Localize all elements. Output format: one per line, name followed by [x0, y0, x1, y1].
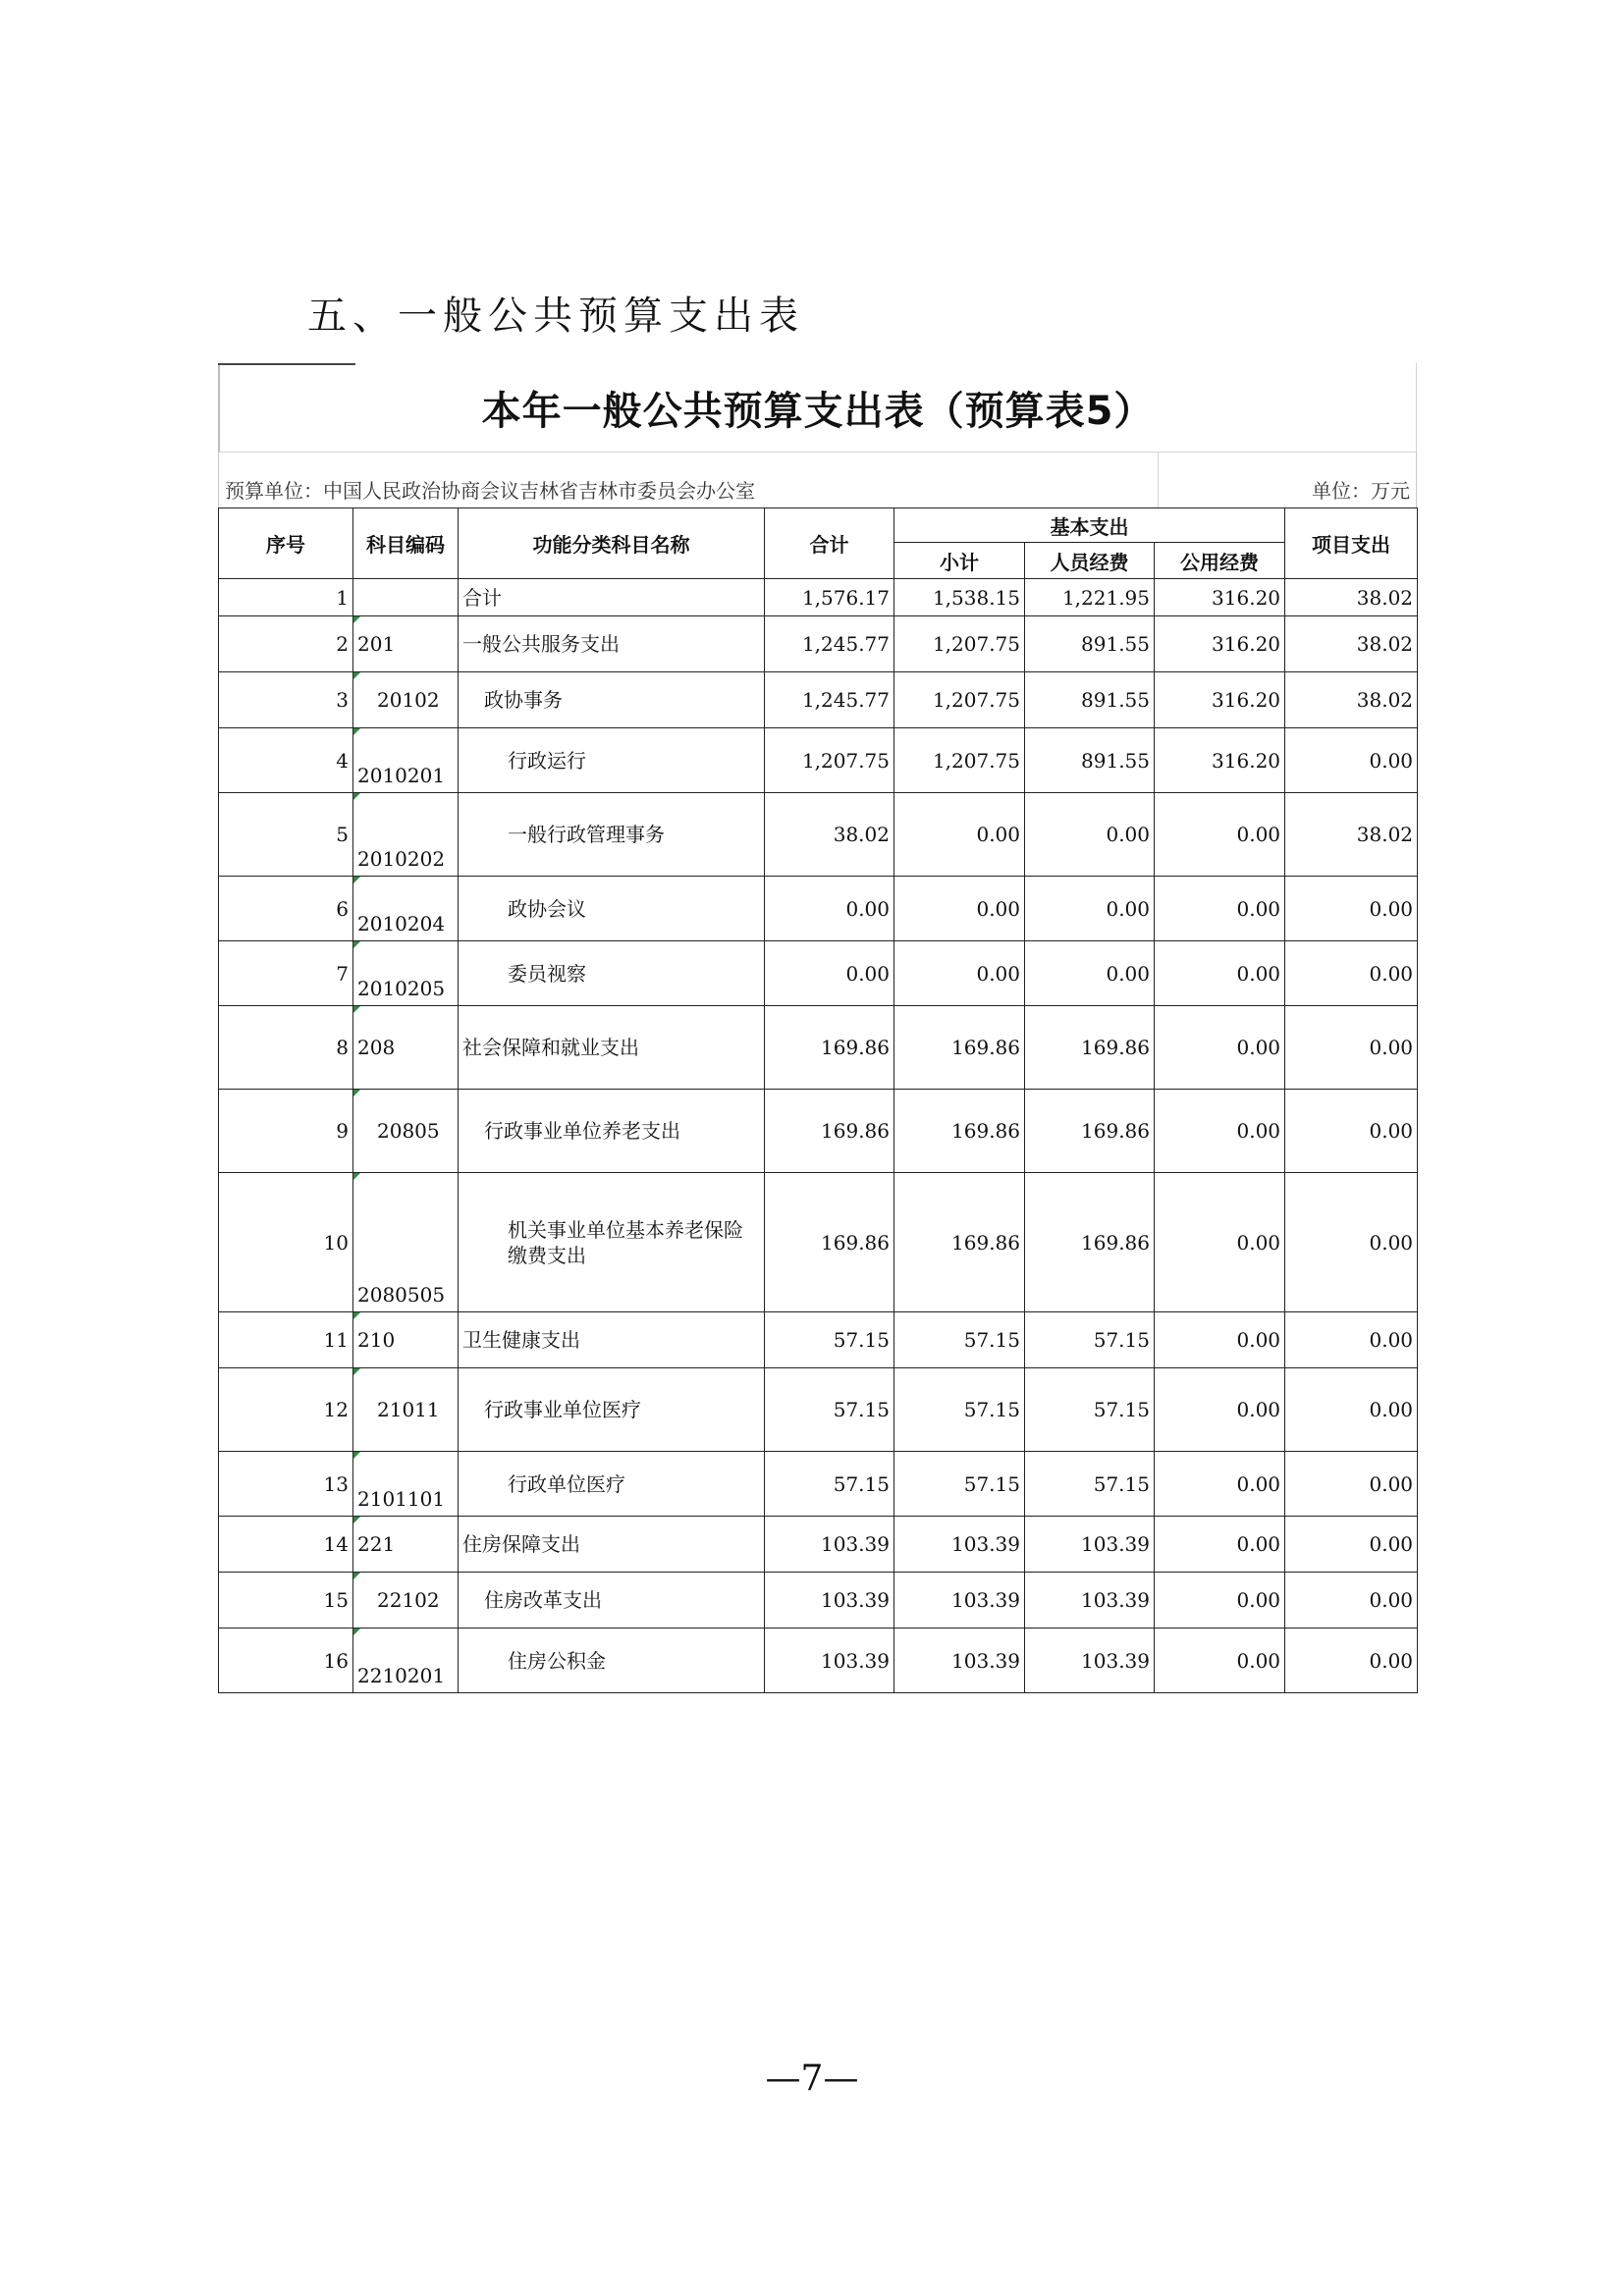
row-project: 0.00: [1285, 1173, 1418, 1312]
row-seq: 15: [219, 1573, 353, 1629]
row-code: 20805: [353, 1090, 459, 1173]
row-code: 21011: [353, 1368, 459, 1452]
table-row: [219, 672, 1418, 728]
row-personnel: 103.39: [1025, 1573, 1155, 1629]
table-row: [219, 1312, 1418, 1368]
row-project: 38.02: [1285, 579, 1418, 616]
row-project: 0.00: [1285, 1517, 1418, 1573]
row-subtotal: 103.39: [894, 1517, 1025, 1573]
row-name: 政协事务: [459, 672, 765, 728]
table-row: [219, 1173, 1418, 1312]
header-row-1: [219, 508, 1418, 543]
row-personnel: 891.55: [1025, 672, 1155, 728]
row-personnel: 0.00: [1025, 877, 1155, 941]
row-public: 0.00: [1155, 1368, 1285, 1452]
row-code: 20102: [353, 672, 459, 728]
row-seq: 16: [219, 1629, 353, 1693]
table-row: [219, 1368, 1418, 1452]
row-total: 57.15: [765, 1368, 894, 1452]
row-project: 38.02: [1285, 793, 1418, 877]
row-total: 1,245.77: [765, 672, 894, 728]
row-subtotal: 169.86: [894, 1173, 1025, 1312]
row-seq: 7: [219, 941, 353, 1006]
row-project: 0.00: [1285, 728, 1418, 793]
row-public: 0.00: [1155, 1090, 1285, 1173]
table-body: [219, 579, 1418, 1693]
header-name: 功能分类科目名称: [459, 508, 765, 579]
row-name: 行政事业单位医疗: [459, 1368, 765, 1452]
row-personnel: 169.86: [1025, 1090, 1155, 1173]
budget-unit-label: 预算单位：中国人民政治协商会议吉林省吉林市委员会办公室: [225, 479, 755, 503]
row-public: 0.00: [1155, 793, 1285, 877]
row-personnel: 891.55: [1025, 728, 1155, 793]
row-total: 0.00: [765, 941, 894, 1006]
section-heading: 五、一般公共预算支出表: [307, 294, 804, 339]
row-name: 住房改革支出: [459, 1573, 765, 1629]
row-seq: 3: [219, 672, 353, 728]
row-total: 103.39: [765, 1573, 894, 1629]
row-code: 201: [353, 616, 459, 672]
table-row: [219, 1573, 1418, 1629]
row-public: 316.20: [1155, 579, 1285, 616]
row-seq: 5: [219, 793, 353, 877]
row-public: 0.00: [1155, 1312, 1285, 1368]
row-project: 0.00: [1285, 1573, 1418, 1629]
header-public: 公用经费: [1155, 543, 1285, 579]
row-public: 316.20: [1155, 728, 1285, 793]
row-subtotal: 57.15: [894, 1452, 1025, 1517]
row-name: 行政运行: [459, 728, 765, 793]
row-total: 103.39: [765, 1629, 894, 1693]
row-public: 316.20: [1155, 672, 1285, 728]
row-name: 住房公积金: [459, 1629, 765, 1693]
row-seq: 8: [219, 1006, 353, 1090]
row-public: 0.00: [1155, 941, 1285, 1006]
row-personnel: 57.15: [1025, 1368, 1155, 1452]
row-seq: 12: [219, 1368, 353, 1452]
row-personnel: 169.86: [1025, 1173, 1155, 1312]
row-subtotal: 103.39: [894, 1629, 1025, 1693]
row-name: 政协会议: [459, 877, 765, 941]
row-project: 38.02: [1285, 672, 1418, 728]
row-project: 0.00: [1285, 1312, 1418, 1368]
budget-table: [218, 507, 1418, 1693]
row-name: 机关事业单位基本养老保险缴费支出: [459, 1173, 765, 1312]
row-project: 0.00: [1285, 1090, 1418, 1173]
row-public: 0.00: [1155, 1573, 1285, 1629]
row-name: 一般公共服务支出: [459, 616, 765, 672]
meta-row: [218, 453, 1417, 507]
row-code: 221: [353, 1517, 459, 1573]
page-number: —7—: [765, 2058, 859, 2099]
row-subtotal: 103.39: [894, 1573, 1025, 1629]
row-public: 0.00: [1155, 1629, 1285, 1693]
row-subtotal: 1,207.75: [894, 616, 1025, 672]
row-code: 2210201: [353, 1629, 459, 1693]
header-basic: 基本支出: [894, 508, 1285, 543]
row-code: 2080505: [353, 1173, 459, 1312]
row-subtotal: 57.15: [894, 1312, 1025, 1368]
row-name: 社会保障和就业支出: [459, 1006, 765, 1090]
row-total: 1,245.77: [765, 616, 894, 672]
row-total: 169.86: [765, 1173, 894, 1312]
row-name: 一般行政管理事务: [459, 793, 765, 877]
table-row: [219, 877, 1418, 941]
row-subtotal: 1,538.15: [894, 579, 1025, 616]
row-total: 57.15: [765, 1312, 894, 1368]
row-subtotal: 57.15: [894, 1368, 1025, 1452]
table-row: [219, 579, 1418, 616]
row-total: 169.86: [765, 1006, 894, 1090]
row-total: 1,207.75: [765, 728, 894, 793]
row-seq: 1: [219, 579, 353, 616]
row-total: 1,576.17: [765, 579, 894, 616]
row-seq: 9: [219, 1090, 353, 1173]
row-project: 0.00: [1285, 941, 1418, 1006]
table-row: [219, 616, 1418, 672]
row-personnel: 57.15: [1025, 1452, 1155, 1517]
table-row: [219, 793, 1418, 877]
row-seq: 4: [219, 728, 353, 793]
currency-unit-label: 单位：万元: [1312, 479, 1410, 503]
table-row: [219, 941, 1418, 1006]
row-public: 0.00: [1155, 1006, 1285, 1090]
row-subtotal: 0.00: [894, 877, 1025, 941]
row-code: 22102: [353, 1573, 459, 1629]
row-personnel: 57.15: [1025, 1312, 1155, 1368]
row-personnel: 0.00: [1025, 941, 1155, 1006]
row-personnel: 891.55: [1025, 616, 1155, 672]
row-project: 0.00: [1285, 877, 1418, 941]
row-subtotal: 1,207.75: [894, 672, 1025, 728]
row-personnel: 103.39: [1025, 1629, 1155, 1693]
table-row: [219, 728, 1418, 793]
meta-divider: [1158, 453, 1159, 507]
row-seq: 6: [219, 877, 353, 941]
row-code: 208: [353, 1006, 459, 1090]
table-row: [219, 1090, 1418, 1173]
budget-sheet: [218, 363, 1417, 1693]
row-name: 住房保障支出: [459, 1517, 765, 1573]
row-code: 2010205: [353, 941, 459, 1006]
row-project: 0.00: [1285, 1006, 1418, 1090]
row-public: 316.20: [1155, 616, 1285, 672]
row-code: 210: [353, 1312, 459, 1368]
row-project: 0.00: [1285, 1629, 1418, 1693]
row-public: 0.00: [1155, 1452, 1285, 1517]
row-personnel: 0.00: [1025, 793, 1155, 877]
row-name: 行政单位医疗: [459, 1452, 765, 1517]
row-subtotal: 0.00: [894, 793, 1025, 877]
row-seq: 13: [219, 1452, 353, 1517]
row-seq: 11: [219, 1312, 353, 1368]
row-seq: 10: [219, 1173, 353, 1312]
row-subtotal: 1,207.75: [894, 728, 1025, 793]
row-code: 2010204: [353, 877, 459, 941]
row-project: 0.00: [1285, 1368, 1418, 1452]
header-personnel: 人员经费: [1025, 543, 1155, 579]
header-code: 科目编码: [353, 508, 459, 579]
row-name: 卫生健康支出: [459, 1312, 765, 1368]
row-code: 2101101: [353, 1452, 459, 1517]
table-row: [219, 1517, 1418, 1573]
row-name: 委员视察: [459, 941, 765, 1006]
row-project: 38.02: [1285, 616, 1418, 672]
header-total: 合计: [765, 508, 894, 579]
table-title: 本年一般公共预算支出表（预算表5）: [218, 363, 1417, 453]
table-row: [219, 1629, 1418, 1693]
row-total: 103.39: [765, 1517, 894, 1573]
row-seq: 14: [219, 1517, 353, 1573]
row-public: 0.00: [1155, 877, 1285, 941]
row-name: 合计: [459, 579, 765, 616]
row-total: 57.15: [765, 1452, 894, 1517]
row-total: 169.86: [765, 1090, 894, 1173]
row-code: 2010201: [353, 728, 459, 793]
row-personnel: 103.39: [1025, 1517, 1155, 1573]
row-public: 0.00: [1155, 1517, 1285, 1573]
row-subtotal: 169.86: [894, 1006, 1025, 1090]
header-seq: 序号: [219, 508, 353, 579]
row-seq: 2: [219, 616, 353, 672]
row-public: 0.00: [1155, 1173, 1285, 1312]
row-project: 0.00: [1285, 1452, 1418, 1517]
header-subtotal: 小计: [894, 543, 1025, 579]
row-personnel: 1,221.95: [1025, 579, 1155, 616]
header-project: 项目支出: [1285, 508, 1418, 579]
row-name: 行政事业单位养老支出: [459, 1090, 765, 1173]
row-total: 0.00: [765, 877, 894, 941]
row-code: [353, 579, 459, 616]
row-personnel: 169.86: [1025, 1006, 1155, 1090]
table-row: [219, 1452, 1418, 1517]
row-code: 2010202: [353, 793, 459, 877]
row-subtotal: 0.00: [894, 941, 1025, 1006]
row-total: 38.02: [765, 793, 894, 877]
row-subtotal: 169.86: [894, 1090, 1025, 1173]
table-row: [219, 1006, 1418, 1090]
